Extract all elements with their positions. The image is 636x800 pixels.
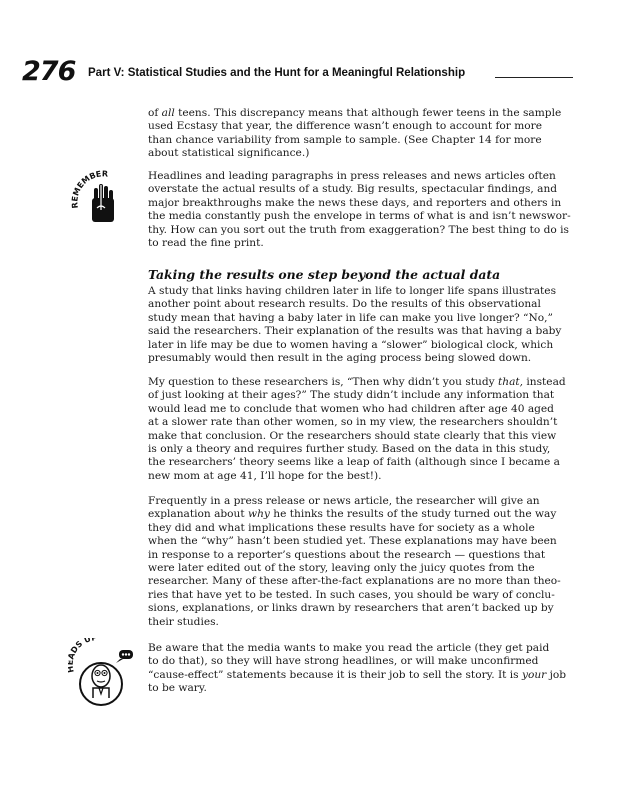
paragraph-question [148, 376, 566, 483]
text-line: Headlines and leading paragraphs in press releases and news articles often [148, 170, 556, 182]
text-line: the researchers’ theory seems like a leap of faith (although since I became a [148, 456, 560, 469]
text-line: major breakthroughs make the news these days, and reporters and others in [148, 196, 562, 209]
text-line: later in life may be due to women having a “slower” biological clock, which [148, 338, 554, 351]
header-rule [495, 77, 573, 78]
text-line: when the “why” hasn’t been studied yet. These explanations may have been [148, 535, 557, 548]
paragraph-study [148, 285, 560, 365]
heads-up-label: DS U [69, 638, 93, 655]
text-line: My question to these researchers is, “Then why didn’t you study that, instead [148, 376, 566, 388]
text-line: they did and what implications these results have for society as a whole [148, 521, 535, 534]
text-line: another point about research results. Do the results of this observational [148, 298, 541, 311]
text-line: thy. How can you sort out the truth from exaggeration? The best thing to do is [148, 223, 569, 236]
text-line: A study that links having children later in life to longer life spans illustrates [148, 285, 556, 297]
heads-up-paragraph [148, 642, 567, 696]
text-line: is only a theory and requires further study. Based on the data in this study, [148, 443, 551, 456]
section-subheading: Taking the results one step beyond the actual data [148, 267, 501, 282]
text-line: than chance variability from sample to sample. (See Chapter 14 for more [148, 133, 542, 146]
text-line: study mean that having a baby later in life can make you live longer? “No,” [148, 311, 553, 324]
text-line: of all teens. This discrepancy means that although fewer teens in the sample [148, 107, 562, 119]
text-line: about statistical significance.) [148, 147, 310, 160]
text-line: to be wary. [148, 682, 207, 695]
heads-up-icon [68, 638, 138, 716]
emphasis: your [521, 668, 547, 681]
text-line: ries that have yet to be tested. In such cases, you should be wary of conclu- [148, 588, 555, 601]
text-line: new mom at age 41, I’ll hope for the best!). [148, 469, 382, 482]
text-line: to read the fine print. [148, 237, 264, 250]
paragraph-explanations [148, 495, 560, 629]
text-line: their studies. [148, 615, 219, 628]
paragraph-continuation [148, 107, 560, 161]
text-line: the media constantly push the envelope in terms of what is and isn’t newswor- [148, 210, 571, 223]
text-line: Frequently in a press release or news article, the researcher will give an [148, 495, 540, 507]
emphasis: why [248, 508, 270, 521]
text-line: “cause-effect” statements because it is their job to sell the story. It is your job [148, 668, 567, 681]
remember-label: REMEMBER [70, 169, 109, 209]
text-line: explanation about why he thinks the results of the study turned out the way [148, 508, 557, 521]
remember-paragraph [148, 170, 571, 250]
text-line: in response to a reporter’s questions about the research — questions that [148, 548, 546, 561]
text-line: presumably would then result in the aging process being slowed down. [148, 352, 532, 365]
remember-icon [70, 168, 134, 232]
text-line: Be aware that the media wants to make you read the article (they get paid [148, 642, 550, 654]
text-line: would lead me to conclude that women who had children after age 40 aged [148, 402, 554, 415]
text-line: researcher. Many of these after-the-fact explanations are no more than theo- [148, 575, 561, 588]
text-line: sions, explanations, or links drawn by researchers that aren’t backed up by [148, 602, 554, 615]
page-number: 276 [22, 56, 76, 87]
text-line: at a slower rate than other women, so in my view, the researchers shouldn’t [148, 416, 558, 429]
running-title: Part V: Statistical Studies and the Hunt for a Meaningful Relationship [88, 65, 466, 79]
text-line: were later edited out of the story, leaving only the juicy quotes from the [148, 562, 535, 575]
emphasis: all [161, 107, 175, 119]
emphasis: that, [498, 376, 524, 388]
page-header [22, 54, 552, 90]
text-line: said the researchers. Their explanation of the results was that having a baby [148, 325, 562, 338]
text-line: make that conclusion. Or the researchers should state clearly that this view [148, 429, 557, 442]
text-line: overstate the actual results of a study. Big results, spectacular findings, and [148, 183, 558, 196]
text-line: used Ecstasy that year, the difference wasn’t enough to account for more [148, 120, 542, 133]
text-line: to do that), so they will have strong headlines, or will make unconfirmed [148, 655, 539, 668]
text-line: of just looking at their ages?” The study didn’t include any information that [148, 389, 555, 402]
